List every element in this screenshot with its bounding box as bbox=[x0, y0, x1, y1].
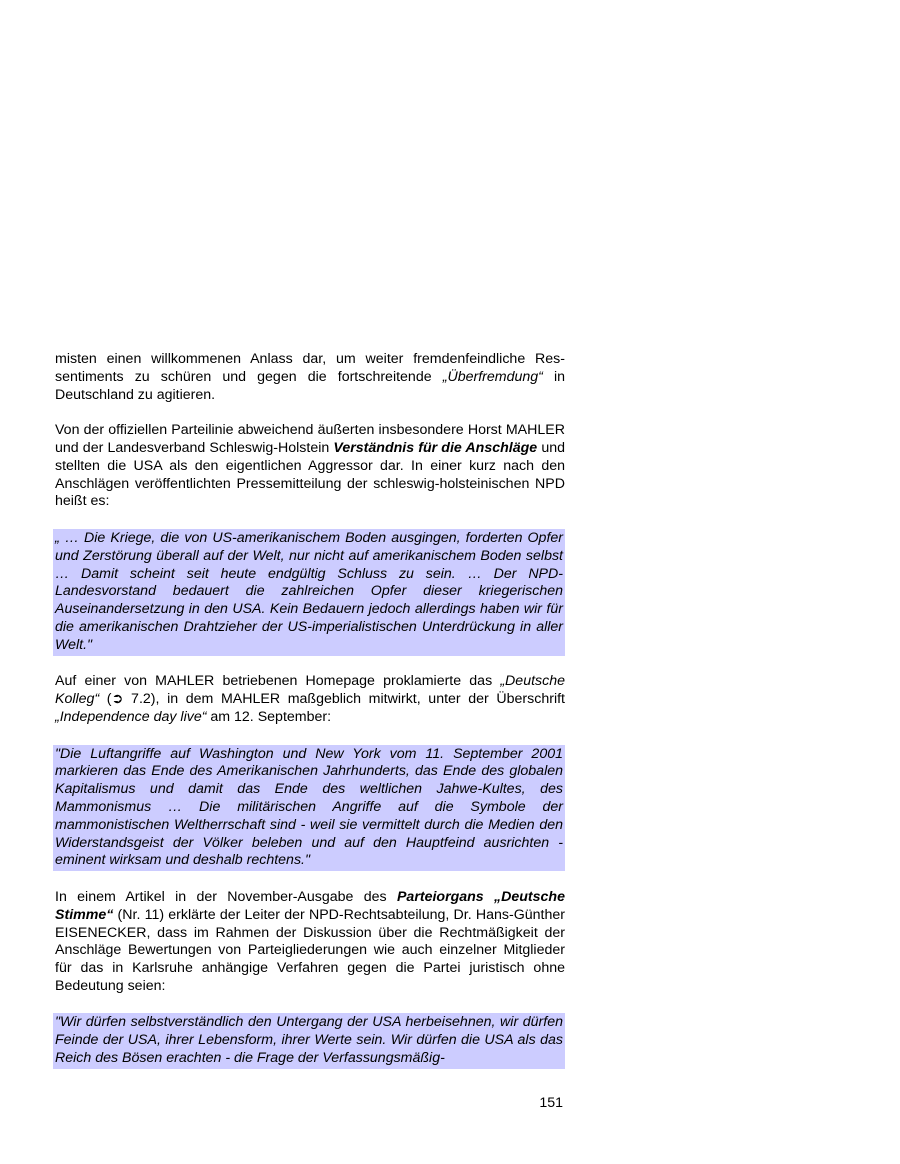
paragraph-3-emphasis-2: „Independence day live“ bbox=[55, 708, 207, 725]
reference-arrow-icon: ➲ bbox=[111, 691, 124, 708]
paragraph-3 bbox=[55, 673, 565, 726]
page-number: 151 bbox=[539, 1095, 563, 1111]
paragraph-2-text: Von der offiziellen Parteilinie abweichend äußerten insbesondere Horst MAHLER und der Landesverband Schleswig-Holstein bbox=[55, 422, 565, 456]
paragraph-4 bbox=[55, 889, 565, 996]
paragraph-3-ref-open: ( bbox=[99, 691, 112, 708]
page-content bbox=[55, 351, 565, 1069]
paragraph-3-ref-text: 7.2), in dem MAHLER maßgeblich mitwirkt, unter der Überschrift bbox=[123, 691, 565, 708]
paragraph-3-text-end: am 12. September: bbox=[206, 708, 332, 725]
quote-block-1: „ … Die Kriege, die von US-amerikanischem Boden ausgingen, forderten Opfer und Zerstörung überall auf der Welt, nur nicht auf amerikanischem Boden selbst … Damit scheint seit heute endgültig Schluss zu sein. … Der NPD-Landesvorstand bedauert die zahlreichen Opfer dieser kriegerischen Auseinandersetzung in den USA. Kein Bedauern jedoch allerdings haben wir für die amerikanischen Drahtzieher der US-imperialistischen Unterdrückung in aller Welt." bbox=[53, 529, 565, 656]
paragraph-4-emphasis: Parteiorgans „Deutsche Stimme“ bbox=[55, 888, 565, 923]
paragraph-1-text-end: in Deutschland zu agitieren. bbox=[55, 368, 566, 403]
quote-block-2: "Die Luftangriffe auf Washington und New York vom 11. September 2001 markieren das Ende des Amerikanischen Jahrhunderts, das Ende des globalen Kapitalismus und damit das Ende des weltlichen Jahwe-Kultes, des Mammonismus … Die militärischen Angriffe auf die Symbole der mammonistischen Weltherrschaft sind - weil sie vermittelt durch die Medien den Widerstandsgeist der Völker beleben und auf den Hauptfeind ausrichten - eminent wirksam und deshalb rechtens." bbox=[53, 745, 565, 872]
paragraph-4-text: In einem Artikel in der November-Ausgabe des bbox=[55, 888, 397, 905]
paragraph-3-emphasis-1: „Deutsche Kolleg“ bbox=[55, 673, 565, 708]
paragraph-1-text: misten einen willkommenen Anlass dar, um weiter fremdenfeindliche Ressentiments zu schüren und gegen die fortschreitende bbox=[55, 351, 565, 385]
paragraph-4-text-end: (Nr. 11) erklärte der Leiter der NPD-Rechtsabteilung, Dr. Hans-Günther EISENECKER, dass im Rahmen der Diskussion über die Rechtmäßigkeit der Anschläge Bewertungen von Parteigliederungen wie auch einzelner Mitglieder für das in Karlsruhe anhängige Verfahren gegen die Partei juristisch ohne Bedeutung seien: bbox=[55, 906, 565, 994]
paragraph-1-emphasis: „Überfremdung“ bbox=[442, 368, 543, 385]
paragraph-1 bbox=[55, 351, 565, 404]
paragraph-3-text: Auf einer von MAHLER betriebenen Homepage proklamierte das bbox=[55, 673, 501, 690]
paragraph-2-emphasis: Verständnis für die Anschläge bbox=[333, 439, 538, 456]
quote-block-3: "Wir dürfen selbstverständlich den Untergang der USA herbeisehnen, wir dürfen Feinde der USA, ihrer Lebensform, ihrer Werte sein. Wir dürfen die USA als das Reich des Bösen erachten - die Frage der Verfassungsmäßig- bbox=[53, 1013, 565, 1068]
paragraph-2 bbox=[55, 422, 565, 511]
paragraph-2-text-end: und stellten die USA als den eigentlichen Aggressor dar. In einer kurz nach den Anschlägen veröffentlichten Pressemitteilung der schleswig-holsteinischen NPD heißt es: bbox=[55, 439, 565, 510]
